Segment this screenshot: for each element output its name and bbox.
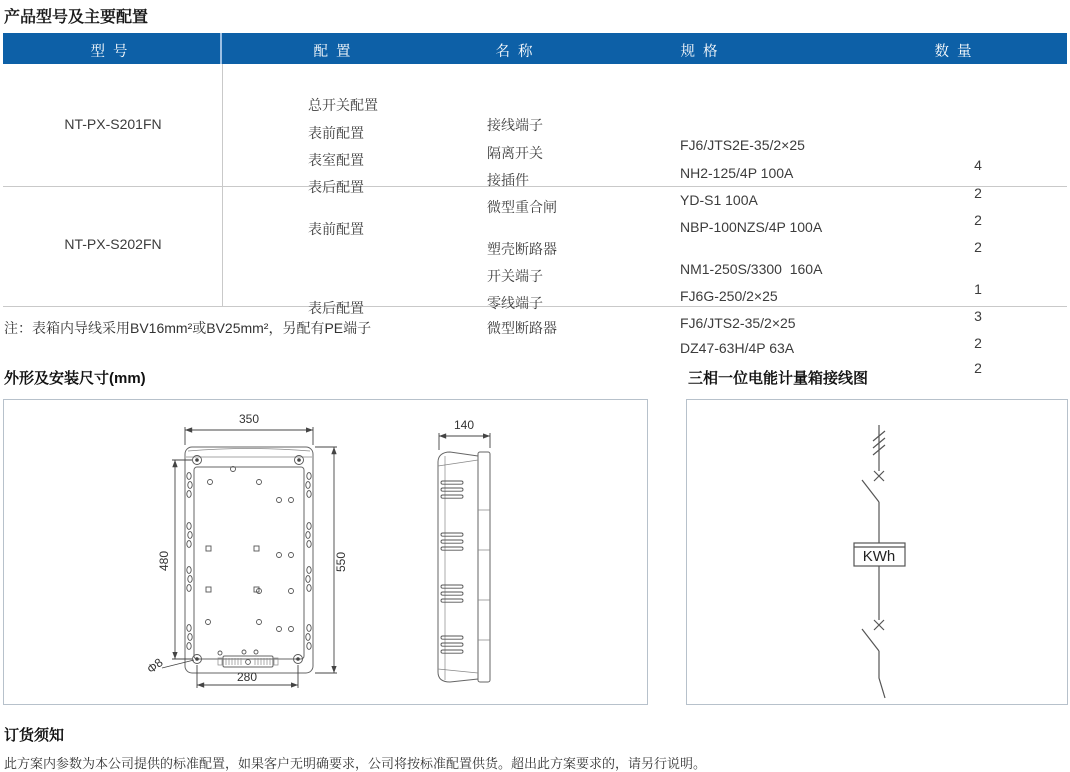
- cell-name: 接插件: [487, 172, 529, 188]
- cell-name: 塑壳断路器: [487, 241, 557, 257]
- cell-spec: FJ6G-250/2×25: [680, 288, 778, 304]
- ordering-text: 此方案内参数为本公司提供的标准配置，如果客户无明确要求，公司将按标准配置供货。超出此方案要求的，请另行说明。: [4, 756, 707, 771]
- cell-spec: FJ6/JTS2-35/2×25: [680, 315, 796, 331]
- cell-qty: 2: [974, 185, 982, 201]
- cell-qty: 2: [974, 360, 982, 376]
- cell-qty: 2: [974, 239, 982, 255]
- ordering-title: 订货须知: [4, 727, 65, 744]
- row-divider: [3, 186, 1067, 187]
- side-vent-slots: [441, 481, 463, 653]
- dim-front-height: 550: [334, 551, 348, 573]
- page-title: 产品型号及主要配置: [4, 9, 149, 26]
- cell-config: 表后配置: [308, 300, 364, 316]
- side-view: [438, 418, 490, 682]
- wiring-section-title: 三相一位电能计量箱接线图: [688, 370, 869, 387]
- col-header-config: 配 置: [313, 44, 353, 60]
- cell-spec: NH2-125/4P 100A: [680, 165, 794, 181]
- cell-spec: NBP-100NZS/4P 100A: [680, 219, 823, 235]
- dim-hole-diameter: Φ8: [144, 655, 166, 677]
- cell-name: 接线端子: [487, 117, 543, 133]
- col-header-qty: 数 量: [934, 44, 974, 60]
- cell-name: 隔离开关: [487, 145, 543, 161]
- wiring-panel: [686, 399, 1068, 705]
- cell-name: 开关端子: [487, 268, 543, 284]
- cell-name: 微型断路器: [487, 320, 557, 336]
- cell-spec: FJ6/JTS2E-35/2×25: [680, 137, 805, 153]
- dim-mount-width: 280: [236, 670, 258, 684]
- cell-qty: 2: [974, 335, 982, 351]
- cell-qty: 3: [974, 308, 982, 324]
- cell-config: 表前配置: [308, 221, 364, 237]
- table-note: 注：表箱内导线采用BV16mm²或BV25mm²，另配有PE端子: [4, 320, 372, 336]
- cell-qty: 2: [974, 212, 982, 228]
- dim-front-width: 350: [238, 412, 260, 426]
- wiring-diagram: [687, 400, 1067, 704]
- model-cell: NT-PX-S202FN: [64, 236, 162, 252]
- breaker-blade-top: [862, 480, 879, 502]
- col-header-spec: 规 格: [680, 44, 720, 60]
- dim-mount-height: 480: [157, 550, 171, 572]
- cell-name: 微型重合闸: [487, 199, 557, 215]
- cell-config: 总开关配置: [308, 97, 378, 113]
- cell-spec: YD-S1 100A: [680, 192, 758, 208]
- dimensions-section-title: 外形及安装尺寸(mm): [4, 370, 146, 387]
- cell-spec: NM1-250S/3300 160A: [680, 261, 823, 277]
- dim-side-depth: 140: [453, 418, 475, 432]
- col-header-model: 型 号: [90, 44, 130, 60]
- dimensions-panel: [3, 399, 648, 705]
- table-header-row: [3, 33, 1067, 64]
- meter-label: KWh: [862, 548, 896, 565]
- breaker-contact-top: [874, 471, 884, 481]
- front-view: [144, 412, 348, 688]
- cell-qty: 1: [974, 281, 982, 297]
- cell-config: 表前配置: [308, 125, 364, 141]
- breaker-contact-bottom: [874, 620, 884, 630]
- cell-config: 表后配置: [308, 179, 364, 195]
- cell-name: 零线端子: [487, 295, 543, 311]
- model-cell: NT-PX-S201FN: [64, 116, 162, 132]
- cell-spec: DZ47-63H/4P 63A: [680, 340, 795, 356]
- dimension-drawing: [4, 400, 647, 704]
- cell-qty: 4: [974, 157, 982, 173]
- single-line-diagram: [854, 425, 905, 698]
- breaker-blade-bottom: [862, 629, 879, 651]
- cell-config: 表室配置: [308, 152, 364, 168]
- cable-entry: [218, 656, 278, 667]
- header-column-divider: [220, 33, 222, 64]
- col-header-name: 名 称: [495, 44, 535, 60]
